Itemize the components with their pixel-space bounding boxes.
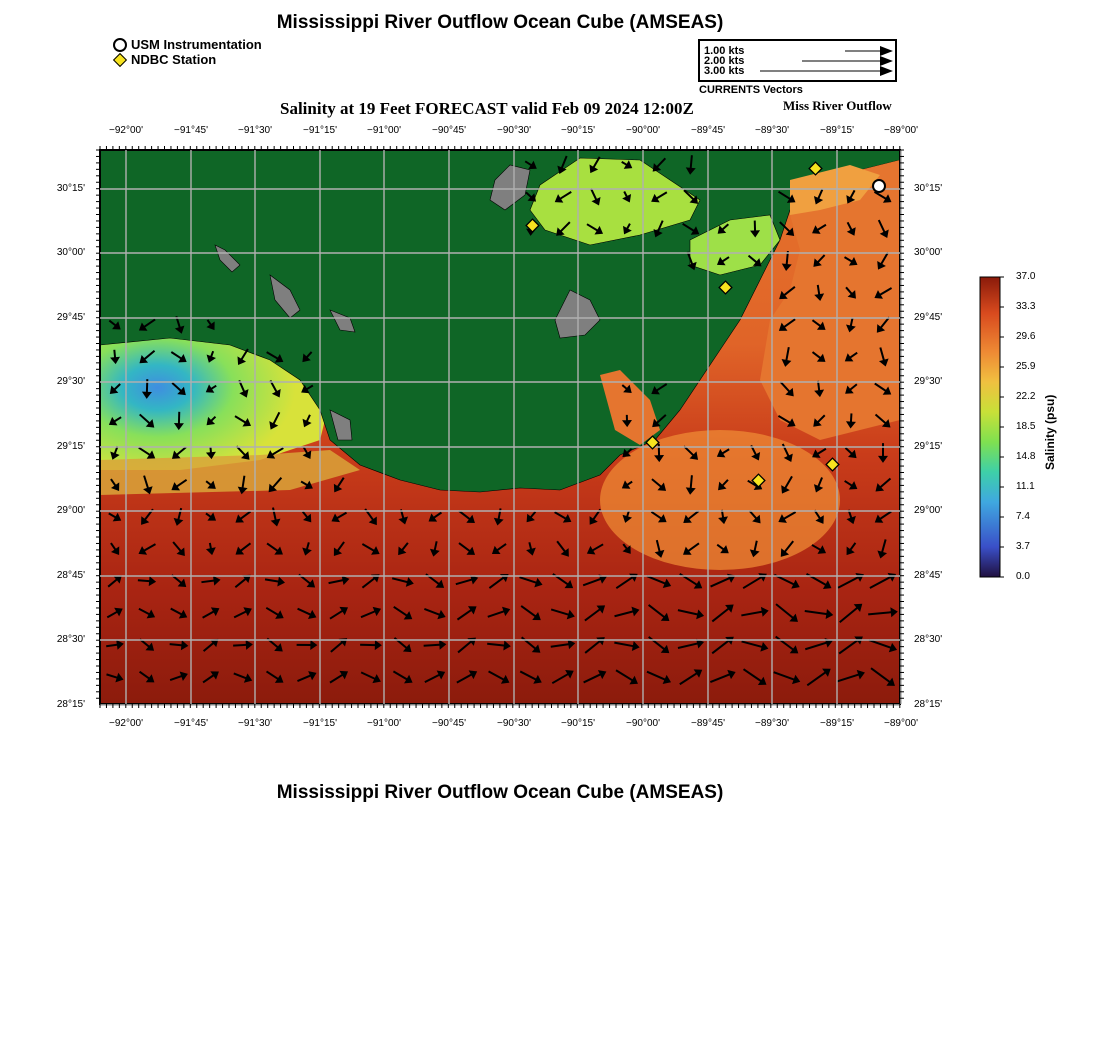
lon-tick-label: −91°00' <box>367 125 401 136</box>
lon-tick-label: −90°30' <box>497 125 531 136</box>
map-subtitle: Salinity at 19 Feet FORECAST valid Feb 09 2024 12:00Z <box>280 99 694 118</box>
vector-row-2: 2.00 kts <box>704 55 745 67</box>
lon-tick-label: −89°15' <box>820 125 854 136</box>
lat-tick-label: 29°00' <box>914 505 943 516</box>
lat-tick-label: 29°15' <box>56 441 85 452</box>
lat-tick-label: 29°15' <box>914 441 943 452</box>
lat-tick-label: 28°45' <box>56 570 85 581</box>
lat-tick-label: 29°30' <box>56 376 85 387</box>
colorbar-tick-label: 11.1 <box>1016 481 1035 492</box>
lon-tick-label: −89°00' <box>884 718 918 729</box>
lon-tick-label: −89°30' <box>755 125 789 136</box>
lat-tick-label: 28°45' <box>914 570 943 581</box>
lon-tick-label: −90°30' <box>497 718 531 729</box>
lon-tick-label: −89°45' <box>691 718 725 729</box>
colorbar <box>975 272 1005 582</box>
lat-tick-label: 30°00' <box>56 247 85 258</box>
lon-tick-label: −90°15' <box>561 125 595 136</box>
lat-tick-label: 28°30' <box>914 634 943 645</box>
lon-tick-label: −91°30' <box>238 718 272 729</box>
vector-key-title: CURRENTS Vectors <box>699 84 803 96</box>
lon-tick-label: −89°15' <box>820 718 854 729</box>
map-layers <box>100 150 900 704</box>
colorbar-tick-label: 0.0 <box>1016 571 1030 582</box>
lon-tick-label: −91°45' <box>174 125 208 136</box>
colorbar-tick-label: 18.5 <box>1016 421 1036 432</box>
lon-tick-label: −91°45' <box>174 718 208 729</box>
page-title-bottom: Mississippi River Outflow Ocean Cube (AMSEAS) <box>276 782 724 803</box>
legend-usm-label: USM Instrumentation <box>131 37 262 52</box>
vector-row-1: 1.00 kts <box>704 45 745 57</box>
colorbar-tick-label: 3.7 <box>1016 541 1030 552</box>
lon-tick-label: −90°00' <box>626 125 660 136</box>
lat-tick-label: 29°45' <box>914 312 943 323</box>
lon-tick-label: −91°30' <box>238 125 272 136</box>
lat-tick-label: 28°15' <box>914 699 943 710</box>
lon-tick-label: −91°15' <box>303 718 337 729</box>
vector-row-3: 3.00 kts <box>704 65 745 77</box>
colorbar-tick-label: 7.4 <box>1016 511 1030 522</box>
lon-tick-label: −90°00' <box>626 718 660 729</box>
lat-tick-label: 28°15' <box>56 699 85 710</box>
colorbar-tick-label: 22.2 <box>1016 391 1036 402</box>
lat-tick-label: 30°15' <box>56 183 85 194</box>
colorbar-tick-label: 14.8 <box>1016 451 1036 462</box>
lat-tick-label: 29°30' <box>914 376 943 387</box>
colorbar-tick-label: 37.0 <box>1016 271 1036 282</box>
lon-tick-label: −89°00' <box>884 125 918 136</box>
region-label: Miss River Outflow <box>783 98 892 113</box>
lat-tick-label: 30°15' <box>914 183 943 194</box>
lat-tick-label: 30°00' <box>914 247 943 258</box>
lon-tick-label: −91°00' <box>367 718 401 729</box>
lon-tick-label: −91°15' <box>303 125 337 136</box>
legend-ndbc-label: NDBC Station <box>131 52 217 67</box>
page-title-top: Mississippi River Outflow Ocean Cube (AMSEAS) <box>276 12 724 33</box>
lon-tick-label: −90°15' <box>561 718 595 729</box>
colorbar-tick-label: 29.6 <box>1016 331 1036 342</box>
colorbar-tick-label: 33.3 <box>1016 301 1036 312</box>
lon-tick-label: −90°45' <box>432 718 466 729</box>
usm-station-marker <box>873 180 885 192</box>
lat-tick-label: 29°45' <box>56 312 85 323</box>
lat-tick-label: 28°30' <box>56 634 85 645</box>
lon-tick-label: −89°30' <box>755 718 789 729</box>
lon-tick-label: −89°45' <box>691 125 725 136</box>
lon-tick-label: −90°45' <box>432 125 466 136</box>
lon-tick-label: −92°00' <box>109 125 143 136</box>
lon-tick-label: −92°00' <box>109 718 143 729</box>
colorbar-tick-label: 25.9 <box>1016 361 1036 372</box>
colorbar-title: Salinity (psu) <box>1043 394 1057 470</box>
lat-tick-label: 29°00' <box>56 505 85 516</box>
